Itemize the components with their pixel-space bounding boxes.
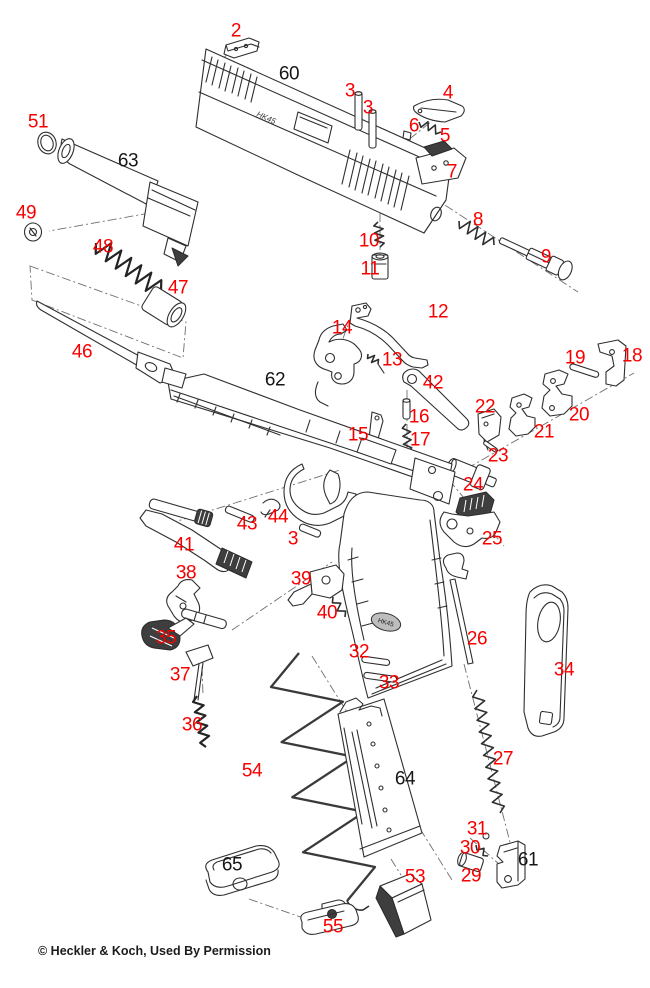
part-label-26: 26 [466,628,488,650]
part-label-18: 18 [621,345,643,367]
part-label-29: 29 [460,865,482,887]
part-label-2: 2 [230,20,242,42]
extractor-drawing [414,99,465,122]
part-label-12: 12 [427,301,449,323]
part-label-33: 33 [378,672,400,694]
part-label-49: 49 [15,202,37,224]
part-label-4: 4 [442,82,454,104]
part-label-55: 55 [322,916,344,938]
part-label-35: 35 [155,627,177,649]
part-label-13: 13 [381,349,403,371]
part-label-25: 25 [481,528,503,550]
part-label-3: 3 [344,80,356,102]
pin-3a-drawing [355,92,362,130]
part-label-19: 19 [564,347,586,369]
part-label-9: 9 [540,246,552,268]
part-label-44: 44 [267,506,289,528]
part-label-11: 11 [360,258,380,280]
part-label-36: 36 [181,714,203,736]
plate-65-drawing [206,846,279,896]
part-label-62: 62 [264,369,286,391]
part-label-37: 37 [169,664,191,686]
part-label-60: 60 [278,63,300,85]
part-label-3: 3 [362,97,374,119]
part-label-21: 21 [533,421,555,443]
part-label-23: 23 [487,445,509,467]
part-label-43: 43 [236,513,258,535]
part-label-51: 51 [27,111,49,133]
part-label-32: 32 [348,641,370,663]
part-label-31: 31 [466,818,488,840]
part-label-14: 14 [331,317,353,339]
part-label-3: 3 [287,528,299,550]
part-label-22: 22 [474,396,496,418]
part-label-17: 17 [409,429,431,451]
part-label-53: 53 [404,866,426,888]
slide-marking-text: HK45 [255,109,278,126]
part-label-65: 65 [221,854,243,876]
part-label-61: 61 [517,849,539,871]
part-label-34: 34 [553,659,575,681]
lever-35-drawing [142,608,228,650]
part-label-6: 6 [408,115,420,137]
part-label-48: 48 [92,236,114,258]
o-ring-51-drawing [35,130,59,156]
slide-drawing [196,49,450,233]
part-label-10: 10 [358,230,380,252]
part-label-64: 64 [394,768,416,790]
part-label-39: 39 [290,568,312,590]
part-label-42: 42 [422,372,444,394]
rear-sight-plate-drawing [224,38,259,58]
part-label-30: 30 [459,837,481,859]
part-label-63: 63 [117,150,139,172]
bracket-20-drawing [542,370,572,416]
part-label-54: 54 [241,760,263,782]
part-label-16: 16 [408,406,430,428]
extractor-spring-drawing [419,122,441,134]
part-label-40: 40 [316,602,338,624]
part-label-41: 41 [173,534,195,556]
part-label-46: 46 [71,341,93,363]
part-label-47: 47 [167,277,189,299]
part-label-5: 5 [439,125,451,147]
part-label-38: 38 [175,562,197,584]
part-label-27: 27 [492,748,514,770]
firing-pin-drawing [496,231,575,282]
part-label-7: 7 [446,161,458,183]
part-label-8: 8 [472,209,484,231]
washer-49-drawing [25,223,42,241]
copyright-text: © Heckler & Koch, Used By Permission [38,944,271,958]
bracket-21-drawing [509,394,535,436]
part-label-15: 15 [347,424,369,446]
part-label-24: 24 [462,474,484,496]
part-label-20: 20 [568,404,590,426]
grip-badge-text: HK45 [376,617,395,629]
